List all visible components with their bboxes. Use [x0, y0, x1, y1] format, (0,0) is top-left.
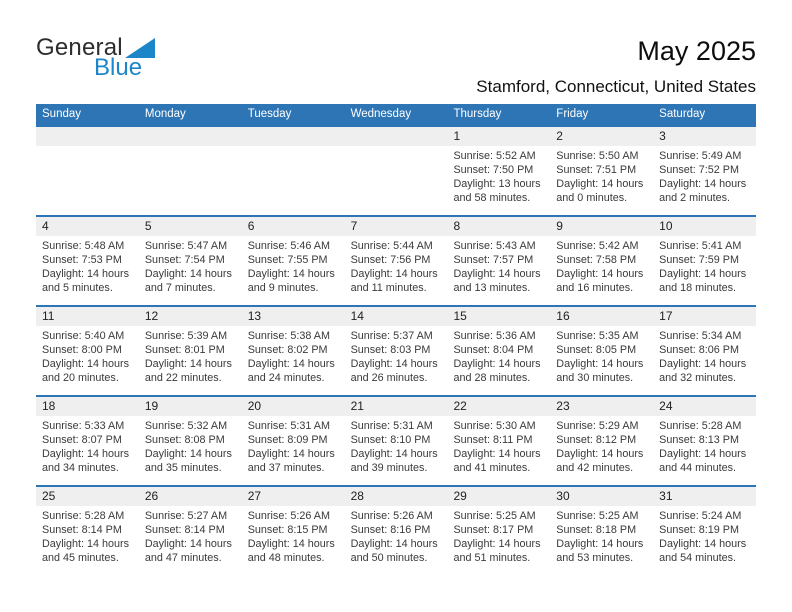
- day-cell-1: [447, 127, 550, 215]
- daylight-text: Daylight: 14 hours and 26 minutes.: [350, 357, 438, 384]
- sunset-text: Sunset: 8:18 PM: [556, 523, 637, 536]
- daylight-text: Daylight: 14 hours and 5 minutes.: [42, 267, 130, 294]
- day-details: [36, 506, 139, 566]
- day-details: [345, 146, 448, 150]
- sunset-text: Sunset: 8:08 PM: [144, 433, 225, 446]
- day-details: [36, 416, 139, 476]
- daylight-text: Daylight: 14 hours and 42 minutes.: [556, 447, 644, 474]
- day-number: 3: [653, 127, 756, 146]
- day-number: [36, 127, 139, 146]
- sunset-text: Sunset: 8:02 PM: [247, 343, 328, 356]
- day-number: [242, 127, 345, 146]
- sunset-text: Sunset: 7:52 PM: [659, 163, 739, 176]
- calendar-grid: [36, 125, 756, 575]
- sunrise-text: Sunrise: 5:30 AM: [453, 420, 536, 432]
- day-details: [345, 506, 448, 566]
- weekday-label-thursday: Thursday: [453, 108, 502, 120]
- weekday-label-sunday: Sunday: [42, 108, 82, 120]
- day-details: [242, 506, 345, 566]
- weekday-label-wednesday: Wednesday: [350, 108, 412, 120]
- day-cell-3: [653, 127, 756, 215]
- day-number: 8: [447, 217, 550, 236]
- day-number: 21: [345, 397, 448, 416]
- daylight-text: Daylight: 14 hours and 13 minutes.: [453, 267, 541, 294]
- day-cell-empty: [139, 127, 242, 215]
- sunrise-text: Sunrise: 5:26 AM: [350, 510, 433, 522]
- day-number: 28: [345, 487, 448, 506]
- daylight-text: Daylight: 14 hours and 28 minutes.: [453, 357, 541, 384]
- day-details: [447, 506, 550, 566]
- day-number: 4: [36, 217, 139, 236]
- day-details: [139, 416, 242, 476]
- sunset-text: Sunset: 7:53 PM: [42, 253, 122, 266]
- daylight-text: Daylight: 14 hours and 34 minutes.: [42, 447, 130, 474]
- day-number: 15: [447, 307, 550, 326]
- weekday-label-monday: Monday: [144, 108, 186, 120]
- daylight-text: Daylight: 14 hours and 2 minutes.: [659, 177, 747, 204]
- weekday-label-friday: Friday: [556, 108, 589, 120]
- day-cell-14: [345, 307, 448, 395]
- day-cell-25: [36, 487, 139, 575]
- day-details: [242, 326, 345, 386]
- day-details: [345, 236, 448, 296]
- sunset-text: Sunset: 8:19 PM: [659, 523, 739, 536]
- day-number: 24: [653, 397, 756, 416]
- weekday-label-tuesday: Tuesday: [247, 108, 292, 120]
- daylight-text: Daylight: 14 hours and 9 minutes.: [247, 267, 335, 294]
- day-number: 14: [345, 307, 448, 326]
- day-details: [36, 236, 139, 296]
- daylight-text: Daylight: 14 hours and 35 minutes.: [144, 447, 232, 474]
- day-cell-16: [550, 307, 653, 395]
- day-details: [653, 506, 756, 566]
- day-number: 12: [139, 307, 242, 326]
- day-details: [550, 146, 653, 206]
- day-cell-19: [139, 397, 242, 485]
- day-number: 16: [550, 307, 653, 326]
- day-details: [550, 416, 653, 476]
- day-cell-13: [242, 307, 345, 395]
- day-details: [345, 326, 448, 386]
- sunset-text: Sunset: 8:17 PM: [453, 523, 534, 536]
- daylight-text: Daylight: 14 hours and 41 minutes.: [453, 447, 541, 474]
- sunset-text: Sunset: 8:15 PM: [247, 523, 328, 536]
- day-details: [550, 326, 653, 386]
- daylight-text: Daylight: 14 hours and 51 minutes.: [453, 537, 541, 564]
- sunrise-text: Sunrise: 5:32 AM: [144, 420, 228, 432]
- day-details: [36, 326, 139, 386]
- day-details: [447, 326, 550, 386]
- day-number: [345, 127, 448, 146]
- day-cell-31: [653, 487, 756, 575]
- sunset-text: Sunset: 8:09 PM: [247, 433, 328, 446]
- daylight-text: Daylight: 14 hours and 11 minutes.: [350, 267, 438, 294]
- day-details: [345, 416, 448, 476]
- daylight-text: Daylight: 14 hours and 44 minutes.: [659, 447, 747, 474]
- sunrise-text: Sunrise: 5:27 AM: [144, 510, 228, 522]
- day-cell-6: [242, 217, 345, 305]
- sunset-text: Sunset: 8:11 PM: [453, 433, 533, 446]
- sunset-text: Sunset: 8:07 PM: [42, 433, 122, 446]
- day-cell-20: [242, 397, 345, 485]
- sunrise-text: Sunrise: 5:26 AM: [247, 510, 330, 522]
- day-details: [447, 416, 550, 476]
- daylight-text: Daylight: 14 hours and 18 minutes.: [659, 267, 747, 294]
- daylight-text: Daylight: 14 hours and 30 minutes.: [556, 357, 644, 384]
- sunset-text: Sunset: 7:58 PM: [556, 253, 637, 266]
- day-cell-17: [653, 307, 756, 395]
- day-number: 30: [550, 487, 653, 506]
- day-details: [36, 146, 139, 150]
- week-row: [36, 215, 756, 305]
- sunrise-text: Sunrise: 5:31 AM: [350, 420, 433, 432]
- day-number: 23: [550, 397, 653, 416]
- day-details: [139, 236, 242, 296]
- daylight-text: Daylight: 14 hours and 53 minutes.: [556, 537, 644, 564]
- day-cell-23: [550, 397, 653, 485]
- day-details: [653, 146, 756, 206]
- day-number: 29: [447, 487, 550, 506]
- day-details: [653, 236, 756, 296]
- sunrise-text: Sunrise: 5:43 AM: [453, 240, 536, 252]
- day-details: [242, 416, 345, 476]
- sunset-text: Sunset: 8:06 PM: [659, 343, 739, 356]
- page-subtitle: Stamford, Connecticut, United States: [476, 77, 756, 96]
- week-row: [36, 395, 756, 485]
- day-details: [139, 506, 242, 566]
- week-row: [36, 305, 756, 395]
- sunrise-text: Sunrise: 5:37 AM: [350, 330, 433, 342]
- day-number: 10: [653, 217, 756, 236]
- day-number: 13: [242, 307, 345, 326]
- day-cell-27: [242, 487, 345, 575]
- day-number: 6: [242, 217, 345, 236]
- day-cell-28: [345, 487, 448, 575]
- day-number: [139, 127, 242, 146]
- daylight-text: Daylight: 14 hours and 39 minutes.: [350, 447, 438, 474]
- daylight-text: Daylight: 14 hours and 32 minutes.: [659, 357, 747, 384]
- sunrise-text: Sunrise: 5:42 AM: [556, 240, 639, 252]
- daylight-text: Daylight: 14 hours and 0 minutes.: [556, 177, 644, 204]
- day-cell-30: [550, 487, 653, 575]
- sunrise-text: Sunrise: 5:33 AM: [42, 420, 125, 432]
- daylight-text: Daylight: 14 hours and 48 minutes.: [247, 537, 335, 564]
- day-number: 2: [550, 127, 653, 146]
- day-number: 19: [139, 397, 242, 416]
- page-title: May 2025: [637, 36, 756, 66]
- day-cell-21: [345, 397, 448, 485]
- sunrise-text: Sunrise: 5:25 AM: [453, 510, 536, 522]
- day-cell-18: [36, 397, 139, 485]
- day-details: [242, 236, 345, 296]
- sunset-text: Sunset: 8:03 PM: [350, 343, 431, 356]
- sunrise-text: Sunrise: 5:34 AM: [659, 330, 742, 342]
- daylight-text: Daylight: 14 hours and 7 minutes.: [144, 267, 232, 294]
- sunrise-text: Sunrise: 5:49 AM: [659, 150, 742, 162]
- sunset-text: Sunset: 8:12 PM: [556, 433, 637, 446]
- daylight-text: Daylight: 13 hours and 58 minutes.: [453, 177, 541, 204]
- day-cell-10: [653, 217, 756, 305]
- general-blue-logo: [36, 36, 155, 80]
- day-cell-empty: [242, 127, 345, 215]
- day-cell-5: [139, 217, 242, 305]
- sunset-text: Sunset: 8:13 PM: [659, 433, 739, 446]
- sunset-text: Sunset: 7:50 PM: [453, 163, 534, 176]
- sunset-text: Sunset: 8:10 PM: [350, 433, 431, 446]
- day-details: [653, 326, 756, 386]
- sunrise-text: Sunrise: 5:36 AM: [453, 330, 536, 342]
- day-number: 18: [36, 397, 139, 416]
- sunrise-text: Sunrise: 5:25 AM: [556, 510, 639, 522]
- sunset-text: Sunset: 7:59 PM: [659, 253, 739, 266]
- day-number: 11: [36, 307, 139, 326]
- day-cell-26: [139, 487, 242, 575]
- daylight-text: Daylight: 14 hours and 47 minutes.: [144, 537, 232, 564]
- day-details: [242, 146, 345, 150]
- daylight-text: Daylight: 14 hours and 20 minutes.: [42, 357, 130, 384]
- sunrise-text: Sunrise: 5:40 AM: [42, 330, 125, 342]
- daylight-text: Daylight: 14 hours and 50 minutes.: [350, 537, 438, 564]
- day-details: [139, 146, 242, 150]
- daylight-text: Daylight: 14 hours and 45 minutes.: [42, 537, 130, 564]
- sunrise-text: Sunrise: 5:29 AM: [556, 420, 639, 432]
- day-number: 9: [550, 217, 653, 236]
- day-cell-22: [447, 397, 550, 485]
- sunrise-text: Sunrise: 5:50 AM: [556, 150, 639, 162]
- day-cell-2: [550, 127, 653, 215]
- sunrise-text: Sunrise: 5:38 AM: [247, 330, 330, 342]
- day-number: 5: [139, 217, 242, 236]
- sunrise-text: Sunrise: 5:28 AM: [659, 420, 742, 432]
- sunrise-text: Sunrise: 5:48 AM: [42, 240, 125, 252]
- day-cell-12: [139, 307, 242, 395]
- daylight-text: Daylight: 14 hours and 54 minutes.: [659, 537, 747, 564]
- sunset-text: Sunset: 8:00 PM: [42, 343, 122, 356]
- sunrise-text: Sunrise: 5:46 AM: [247, 240, 330, 252]
- day-cell-8: [447, 217, 550, 305]
- sunset-text: Sunset: 8:14 PM: [144, 523, 225, 536]
- day-details: [653, 416, 756, 476]
- day-number: 17: [653, 307, 756, 326]
- day-cell-15: [447, 307, 550, 395]
- sunrise-text: Sunrise: 5:41 AM: [659, 240, 742, 252]
- weekday-label-saturday: Saturday: [659, 108, 706, 120]
- day-cell-empty: [36, 127, 139, 215]
- day-number: 7: [345, 217, 448, 236]
- sunrise-text: Sunrise: 5:44 AM: [350, 240, 433, 252]
- day-cell-7: [345, 217, 448, 305]
- day-number: 25: [36, 487, 139, 506]
- day-details: [447, 236, 550, 296]
- weekday-header-row: [36, 104, 756, 125]
- logo-text-general: General: [36, 34, 123, 61]
- day-cell-11: [36, 307, 139, 395]
- sunset-text: Sunset: 7:54 PM: [144, 253, 225, 266]
- sunrise-text: Sunrise: 5:39 AM: [144, 330, 228, 342]
- week-row: [36, 485, 756, 575]
- daylight-text: Daylight: 14 hours and 22 minutes.: [144, 357, 232, 384]
- sunrise-text: Sunrise: 5:52 AM: [453, 150, 536, 162]
- sunrise-text: Sunrise: 5:35 AM: [556, 330, 639, 342]
- day-number: 22: [447, 397, 550, 416]
- day-cell-29: [447, 487, 550, 575]
- sunset-text: Sunset: 8:01 PM: [144, 343, 225, 356]
- sunrise-text: Sunrise: 5:31 AM: [247, 420, 330, 432]
- day-cell-9: [550, 217, 653, 305]
- sunrise-text: Sunrise: 5:28 AM: [42, 510, 125, 522]
- day-details: [447, 146, 550, 206]
- day-cell-24: [653, 397, 756, 485]
- logo-text-blue: Blue: [94, 54, 143, 81]
- day-cell-4: [36, 217, 139, 305]
- day-number: 31: [653, 487, 756, 506]
- day-number: 1: [447, 127, 550, 146]
- day-number: 20: [242, 397, 345, 416]
- daylight-text: Daylight: 14 hours and 24 minutes.: [247, 357, 335, 384]
- sunset-text: Sunset: 8:16 PM: [350, 523, 431, 536]
- sunset-text: Sunset: 8:14 PM: [42, 523, 122, 536]
- sunset-text: Sunset: 7:57 PM: [453, 253, 534, 266]
- day-number: 26: [139, 487, 242, 506]
- day-cell-empty: [345, 127, 448, 215]
- sunset-text: Sunset: 7:51 PM: [556, 163, 637, 176]
- day-details: [550, 236, 653, 296]
- week-row: [36, 125, 756, 215]
- day-details: [550, 506, 653, 566]
- sunrise-text: Sunrise: 5:24 AM: [659, 510, 742, 522]
- sunset-text: Sunset: 8:04 PM: [453, 343, 534, 356]
- day-details: [139, 326, 242, 386]
- sunset-text: Sunset: 7:56 PM: [350, 253, 431, 266]
- daylight-text: Daylight: 14 hours and 16 minutes.: [556, 267, 644, 294]
- sunset-text: Sunset: 7:55 PM: [247, 253, 328, 266]
- daylight-text: Daylight: 14 hours and 37 minutes.: [247, 447, 335, 474]
- day-number: 27: [242, 487, 345, 506]
- sunset-text: Sunset: 8:05 PM: [556, 343, 637, 356]
- sunrise-text: Sunrise: 5:47 AM: [144, 240, 228, 252]
